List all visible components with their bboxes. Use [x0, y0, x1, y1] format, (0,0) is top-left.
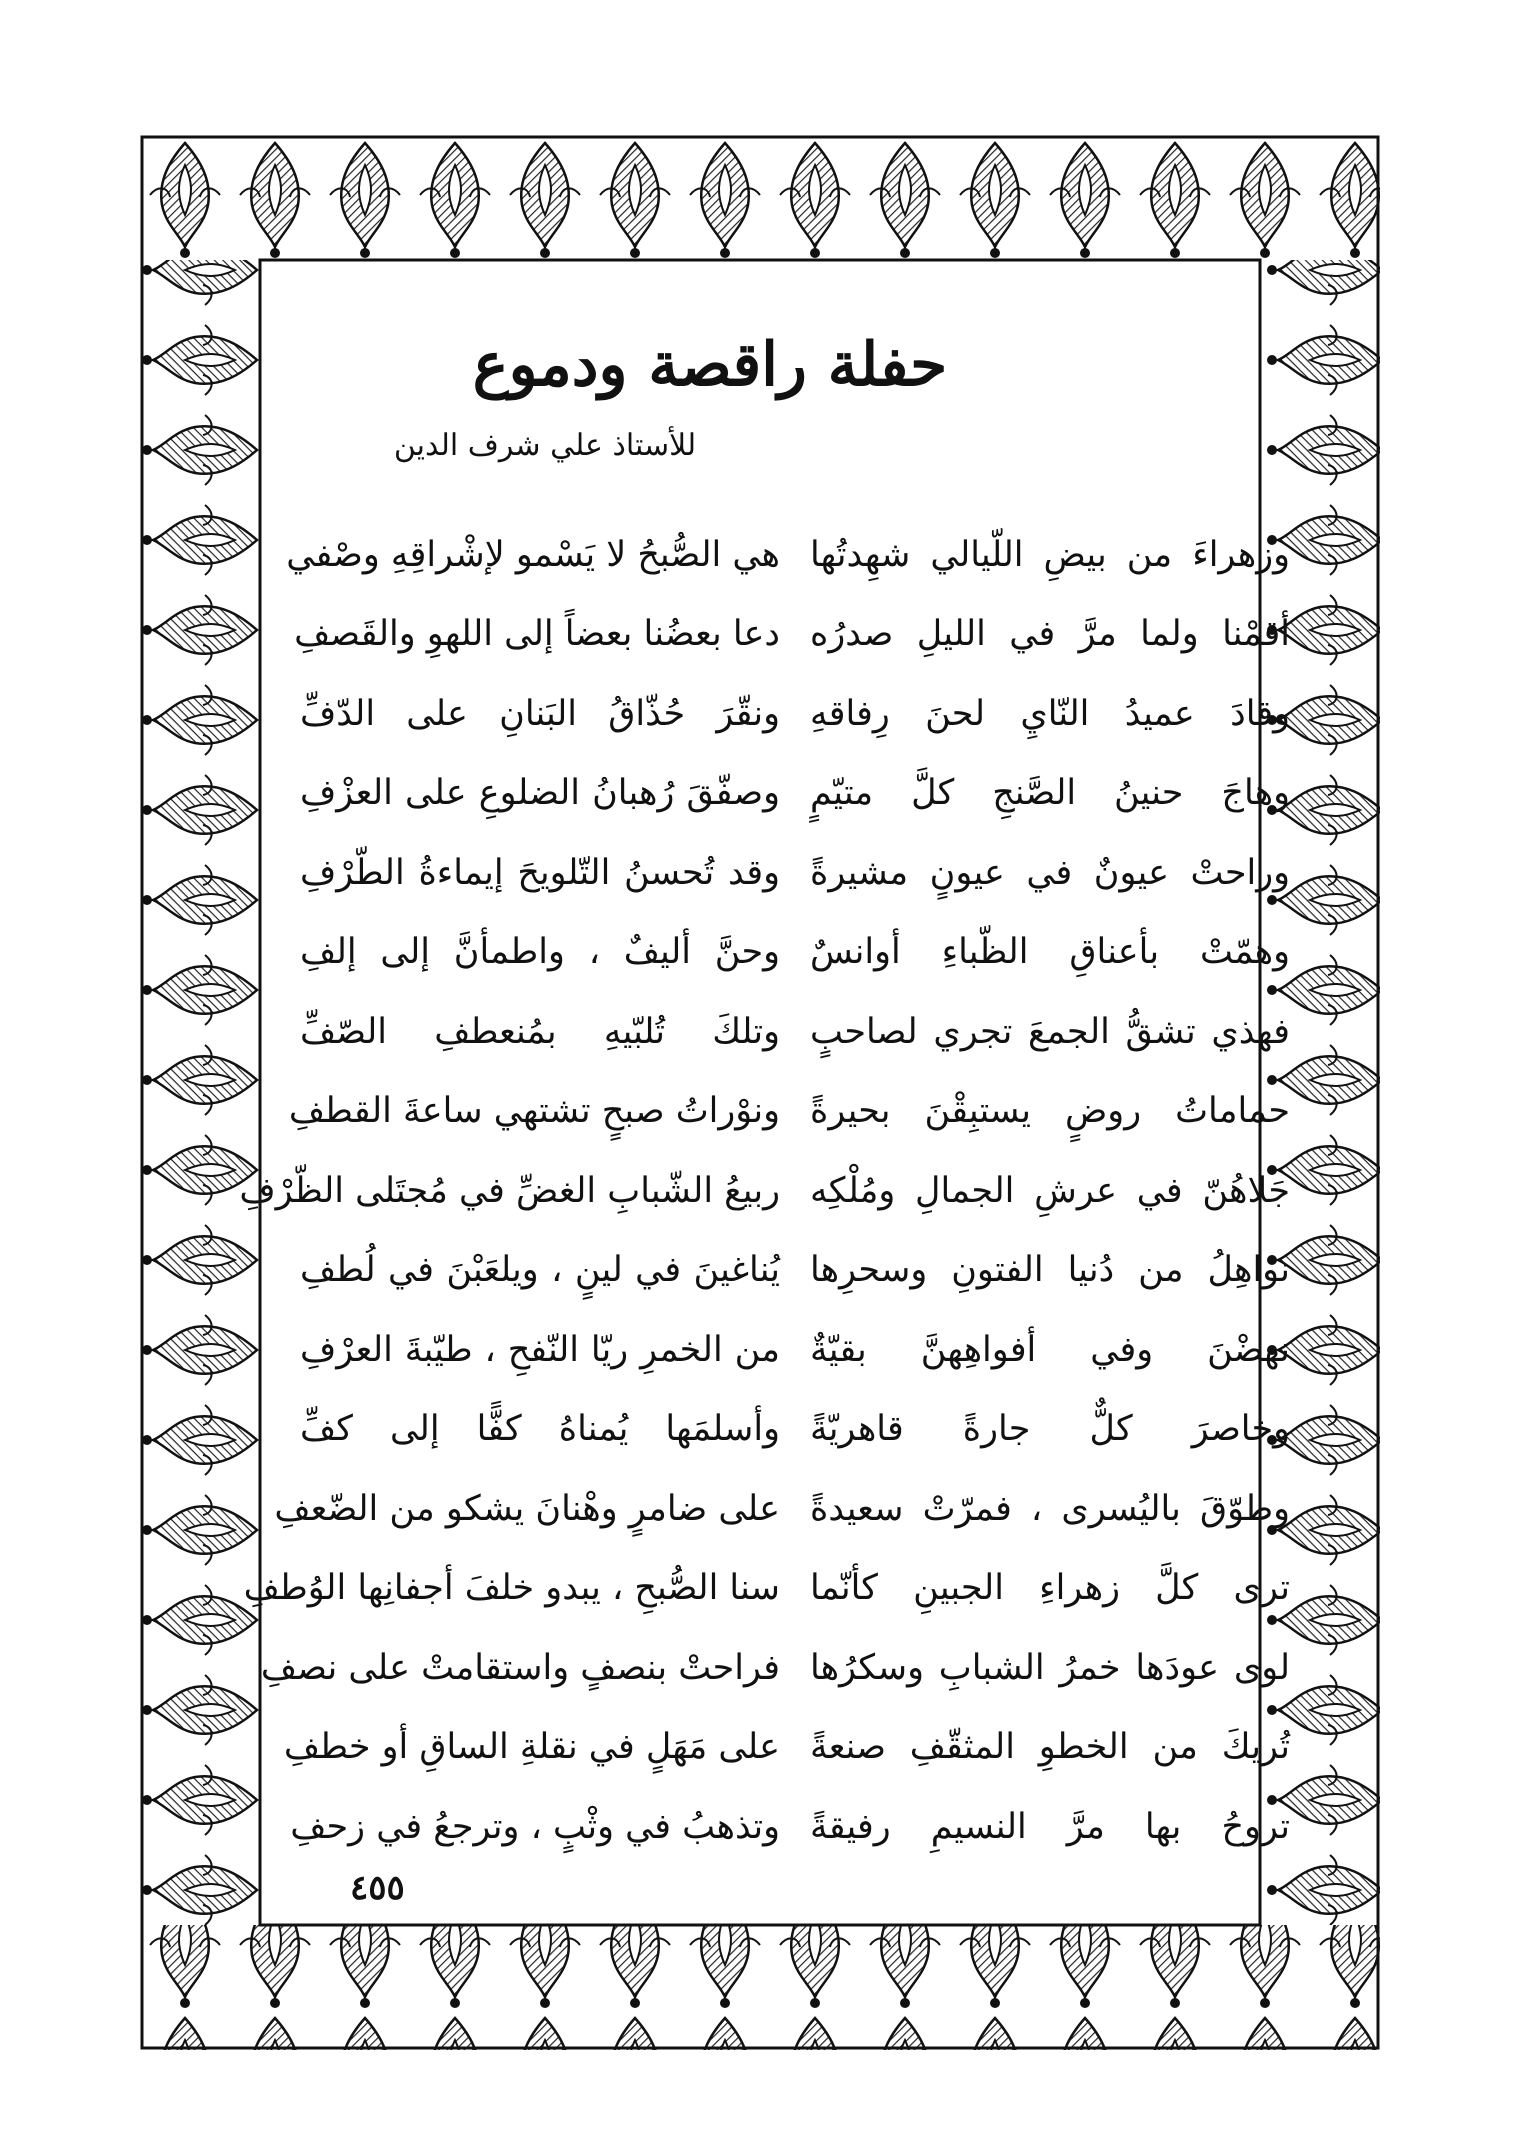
verse-first-hemistich: تروحُ بها مرَّ النسيمِ رفيقةً: [810, 1806, 1290, 1847]
verse-13: [274, 1469, 1290, 1549]
verse-first-hemistich: وراحتْ عيونٌ في عيونٍ مشيرةً: [810, 852, 1290, 893]
verse-first-hemistich: وهاجَ حنينُ الصَّنجِ كلَّ متيّمٍ: [810, 773, 1290, 814]
verse-first-hemistich: ترى كلَّ زهراءِ الجبينِ كأنّما: [810, 1568, 1290, 1609]
verse-second-hemistich: فراحتْ بنصفٍ واستقامتْ على نصفِ: [260, 1647, 780, 1688]
verse-second-hemistich: يُناغينَ في لينٍ ، ويلعَبْنَ في لُطفِ: [300, 1250, 780, 1291]
verse-first-hemistich: فهذي تشقُّ الجمعَ تجري لصاحبٍ: [810, 1011, 1290, 1052]
poem-author: للأستاذ علي شرف الدين: [393, 428, 697, 463]
verse-second-hemistich: على ضامرٍ وهْنانَ يشكو من الضّعفِ: [274, 1488, 780, 1529]
verse-10: [300, 1231, 1290, 1311]
verse-11: [300, 1310, 1290, 1390]
verse-14: [243, 1549, 1290, 1629]
verse-second-hemistich: ونقّرَ حُذّاقُ البَنانِ على الدّفِّ: [300, 693, 780, 734]
verse-first-hemistich: وطوّقَ باليُسرى ، فمرّتْ سعيدةً: [810, 1488, 1290, 1529]
verse-first-hemistich: جَلاهُنّ في عرشِ الجمالِ ومُلْكِه: [810, 1170, 1290, 1211]
page-number: ٤٥٥: [350, 1868, 405, 1908]
verse-second-hemistich: وتلكَ تُلبّيهِ بمُنعطفِ الصّفِّ: [300, 1011, 780, 1052]
verse-first-hemistich: حماماتُ روضٍ يستبِقْنَ بحيرةً: [810, 1091, 1290, 1132]
verse-first-hemistich: نهضْنَ وفي أفواهِهنَّ بقيّةٌ: [810, 1329, 1290, 1370]
verse-first-hemistich: وزهراءَ من بيضِ اللّيالي شهِدتُها: [810, 534, 1290, 575]
verse-7: [300, 992, 1290, 1072]
verse-second-hemistich: هي الصُّبحُ لا يَسْمو لإشْراقِهِ وصْفي: [286, 534, 780, 575]
verse-first-hemistich: وخاصرَ كلٌّ جارةً قاهريّةً: [810, 1409, 1290, 1450]
verse-5: [300, 833, 1290, 913]
verse-second-hemistich: وقد تُحسنُ التّلويحَ إيماءةُ الطّرْفِ: [300, 852, 780, 893]
verse-first-hemistich: لوى عودَها خمرُ الشبابِ وسكرُها: [810, 1647, 1290, 1688]
verse-12: [300, 1390, 1290, 1470]
verse-second-hemistich: دعا بعضُنا بعضاً إلى اللهوِ والقَصفِ: [294, 614, 780, 655]
verse-3: [300, 674, 1290, 754]
verse-second-hemistich: وحنَّ أليفٌ ، واطمأنَّ إلى إلفِ: [300, 932, 780, 973]
verse-second-hemistich: وتذهبُ في وثْبٍ ، وترجعُ في زحفِ: [290, 1806, 780, 1847]
verse-first-hemistich: وقادَ عميدُ النّايِ لحنَ رِفاقهِ: [810, 693, 1290, 734]
verse-second-hemistich: ربيعُ الشّبابِ الغضِّ في مُجتَلى الظّرْفِ: [239, 1170, 780, 1211]
verse-second-hemistich: سنا الصُّبحِ ، يبدو خلفَ أجفانِها الوُطفِ: [243, 1568, 780, 1609]
verse-second-hemistich: من الخمرِ ريّا النّفحِ ، طيّبةَ العرْفِ: [300, 1329, 780, 1370]
verse-15: [260, 1628, 1290, 1708]
verse-first-hemistich: وهمّتْ بأعناقِ الظّباءِ أوانسٌ: [810, 932, 1290, 973]
verse-second-hemistich: وصفّقَ رُهبانُ الضلوعِ على العزْفِ: [300, 773, 780, 814]
verse-first-hemistich: تُريكَ من الخطوِ المثقّفِ صنعةً: [810, 1727, 1290, 1768]
verse-first-hemistich: نواهِلُ من دُنيا الفتونِ وسحرِها: [810, 1250, 1290, 1291]
verse-16: [283, 1708, 1290, 1788]
verse-17: [290, 1787, 1290, 1867]
verse-second-hemistich: ونوْراتُ صبحٍ تشتهي ساعةَ القطفِ: [288, 1091, 780, 1132]
verse-4: [300, 754, 1290, 834]
verse-second-hemistich: على مَهَلٍ في نقلةِ الساقِ أو خطفِ: [283, 1727, 780, 1768]
verse-first-hemistich: أقمْنا ولما مرَّ في الليلِ صدرُه: [810, 614, 1290, 655]
verse-second-hemistich: وأسلمَها يُمناهُ كفًّا إلى كفِّ: [300, 1409, 780, 1450]
verse-9: [239, 1151, 1290, 1231]
poem-title: حفلة راقصة ودموع: [472, 330, 948, 400]
verse-6: [300, 913, 1290, 993]
verse-2: [294, 595, 1290, 675]
verse-1: [286, 515, 1290, 595]
verse-8: [288, 1072, 1290, 1152]
poem-body: [239, 515, 1290, 1867]
